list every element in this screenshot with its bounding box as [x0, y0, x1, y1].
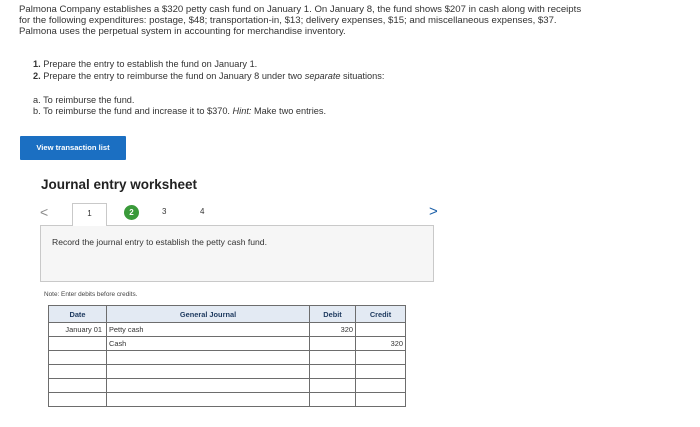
debit-cell[interactable]: [310, 393, 356, 407]
table-row: [49, 351, 406, 365]
date-cell[interactable]: [49, 365, 107, 379]
table-row: [49, 323, 406, 337]
requirement-number: 2.: [33, 71, 41, 81]
sub-text: To reimburse the fund and increase it to $370.: [43, 106, 233, 116]
date-cell[interactable]: [49, 337, 107, 351]
account-cell[interactable]: [107, 379, 310, 393]
requirement-text: Prepare the entry to establish the fund on January 1.: [43, 59, 258, 69]
sub-requirement-a: [33, 95, 326, 106]
note-text: Note: Enter debits before credits.: [44, 291, 138, 298]
problem-statement: [19, 4, 689, 37]
debit-cell[interactable]: 320: [310, 323, 356, 337]
sub-label: b.: [33, 106, 41, 116]
credit-cell[interactable]: [356, 351, 406, 365]
chevron-left-icon[interactable]: <: [40, 204, 49, 220]
date-cell[interactable]: [49, 379, 107, 393]
requirement-2: [33, 70, 384, 82]
sub-text: To reimburse the fund.: [43, 95, 135, 105]
date-header: Date: [49, 306, 107, 323]
sub-label: a.: [33, 95, 41, 105]
tab-4[interactable]: 4: [200, 207, 205, 216]
requirement-text: situations:: [340, 71, 385, 81]
date-cell[interactable]: [49, 351, 107, 365]
problem-line: for the following expenditures: postage, $48; transportation-in, $13; delivery expenses, $15; and miscellaneous expenses, $37.: [19, 15, 557, 26]
credit-cell[interactable]: 320: [356, 337, 406, 351]
account-cell[interactable]: Petty cash: [107, 323, 310, 337]
debit-cell[interactable]: [310, 351, 356, 365]
requirement-text: Prepare the entry to reimburse the fund on January 8 under two: [43, 71, 305, 81]
sub-requirement-b: [33, 106, 326, 117]
date-cell[interactable]: [49, 393, 107, 407]
table-row: [49, 337, 406, 351]
chevron-right-icon[interactable]: >: [429, 203, 438, 220]
account-cell[interactable]: Cash: [107, 337, 310, 351]
requirement-emphasis: separate: [304, 71, 341, 81]
tab-2[interactable]: 2: [124, 205, 139, 220]
requirement-number: 1.: [33, 59, 41, 69]
problem-line: Palmona Company establishes a $320 petty cash fund on January 1. On January 8, the fund shows $207 in cash along with receipts: [19, 4, 582, 15]
credit-cell[interactable]: [356, 323, 406, 337]
debit-cell[interactable]: [310, 337, 356, 351]
credit-header: Credit: [356, 306, 406, 323]
tab-1[interactable]: 1: [72, 203, 107, 226]
requirement-1: [33, 58, 384, 70]
sub-text: Make two entries.: [251, 106, 327, 116]
journal-header-row: [49, 306, 406, 323]
hint-label: Hint:: [232, 106, 252, 116]
account-cell[interactable]: [107, 365, 310, 379]
general-journal-header: General Journal: [107, 306, 310, 323]
requirements-list: [33, 58, 384, 82]
problem-line: Palmona uses the perpetual system in accounting for merchandise inventory.: [19, 26, 346, 37]
sub-requirements: [33, 95, 326, 117]
instruction-text: Record the journal entry to establish the petty cash fund.: [52, 237, 267, 247]
debit-cell[interactable]: [310, 365, 356, 379]
credit-cell[interactable]: [356, 365, 406, 379]
tab-3[interactable]: 3: [162, 207, 167, 216]
table-row: [49, 379, 406, 393]
credit-cell[interactable]: [356, 379, 406, 393]
debit-cell[interactable]: [310, 379, 356, 393]
worksheet-title: Journal entry worksheet: [41, 177, 198, 192]
instruction-panel: [40, 225, 434, 282]
account-cell[interactable]: [107, 393, 310, 407]
view-transaction-list-button[interactable]: View transaction list: [20, 136, 126, 160]
date-cell[interactable]: January 01: [49, 323, 107, 337]
debit-header: Debit: [310, 306, 356, 323]
account-cell[interactable]: [107, 351, 310, 365]
credit-cell[interactable]: [356, 393, 406, 407]
journal-table: [48, 305, 406, 407]
table-row: [49, 365, 406, 379]
table-row: [49, 393, 406, 407]
